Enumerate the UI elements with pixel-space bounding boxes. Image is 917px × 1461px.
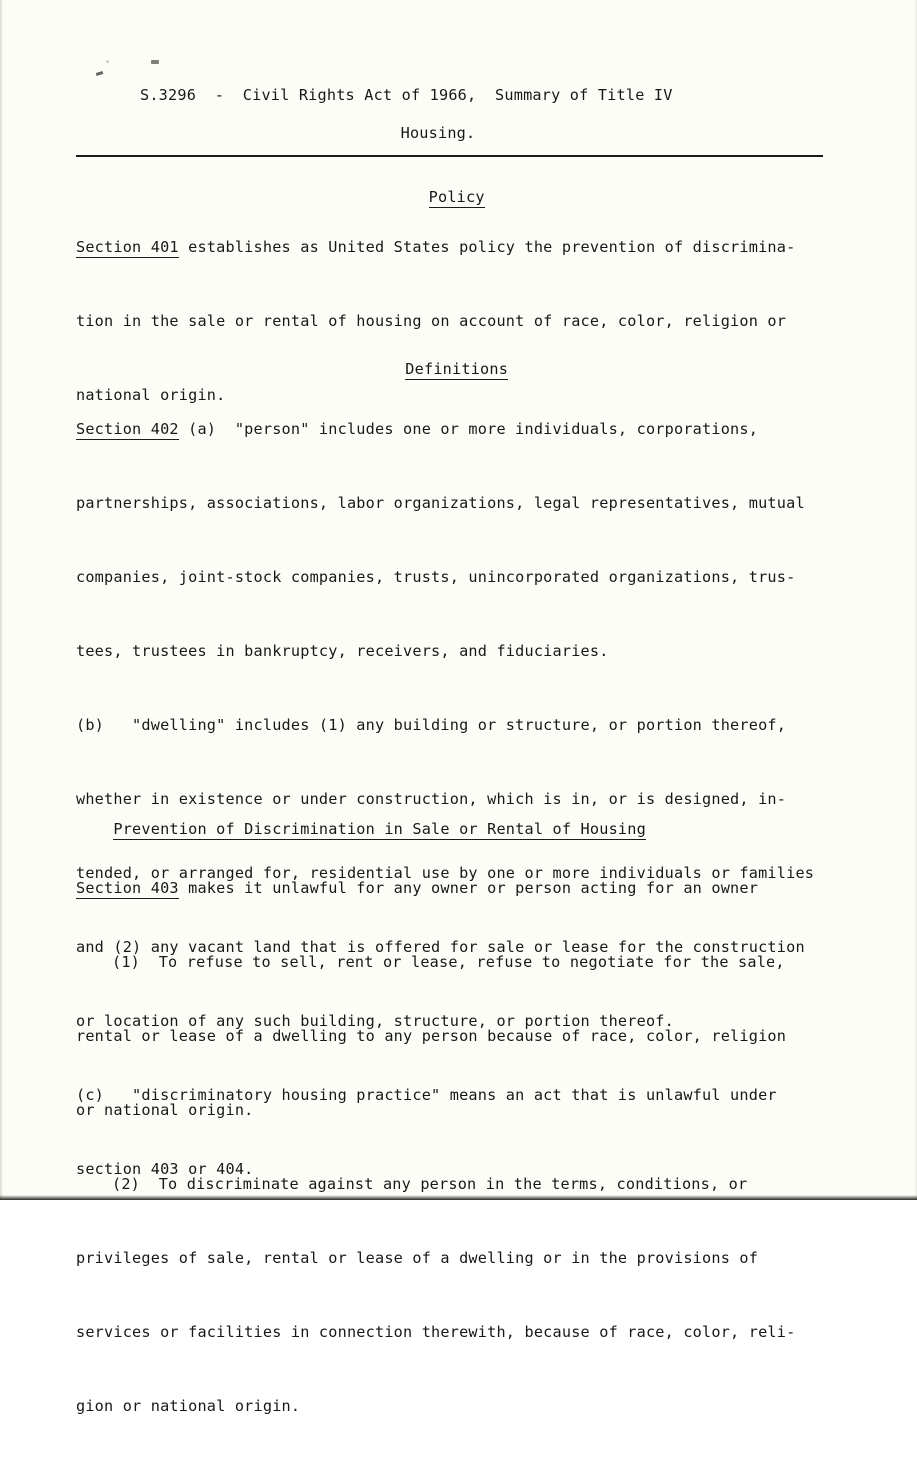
text-run: (1) To refuse to sell, rent or lease, refuse to negotiate for the sale, <box>112 953 785 971</box>
text-line: tees, trustees in bankruptcy, receivers, and fiduciaries. <box>76 642 609 660</box>
text-line <box>76 228 866 266</box>
text-line-indented <box>76 1165 866 1203</box>
text-line <box>76 869 866 907</box>
text-line <box>76 410 866 448</box>
section-402-reference: Section 402 <box>76 420 179 438</box>
text-line: whether in existence or under construction, which is in, or is designed, in- <box>76 790 787 808</box>
text-line: partnerships, associations, labor organizations, legal representatives, mutual <box>76 494 805 512</box>
text-run: (2) To discriminate against any person in the terms, conditions, or <box>112 1175 748 1193</box>
section-401-reference: Section 401 <box>76 238 179 256</box>
text-line: (c) "discriminatory housing practice" means an act that is unlawful under <box>76 1086 777 1104</box>
text-line: or location of any such building, structure, or portion thereof. <box>76 1012 674 1030</box>
text-line: companies, joint-stock companies, trusts, unincorporated organizations, trus- <box>76 568 796 586</box>
text-line: services or facilities in connection therewith, because of race, color, reli- <box>76 1323 796 1341</box>
text-line-indented <box>76 943 866 981</box>
section-403-reference: Section 403 <box>76 879 179 897</box>
text-run: establishes as United States policy the prevention of discrimina- <box>178 238 796 256</box>
scan-speck <box>96 71 104 76</box>
text-line: and (2) any vacant land that is offered for sale or lease for the construction <box>76 938 805 956</box>
text-run: makes it unlawful for any owner or person acting for an owner <box>178 879 759 897</box>
scan-speck <box>106 60 109 63</box>
section-body-prevention <box>76 833 866 1461</box>
text-line: gion or national origin. <box>76 1397 301 1415</box>
document-title: S.3296 - Civil Rights Act of 1966, Summary of Title IV <box>140 86 673 104</box>
text-line: national origin. <box>76 386 226 404</box>
text-line: (b) "dwelling" includes (1) any building or structure, or portion thereof, <box>76 716 787 734</box>
document-subtitle: Housing. <box>400 124 476 142</box>
scan-speck <box>151 60 159 64</box>
horizontal-rule <box>76 155 823 157</box>
text-line: privileges of sale, rental or lease of a dwelling or in the provisions of <box>76 1249 759 1267</box>
section-heading-prevention-label: Prevention of Discrimination in Sale or Rental of Housing <box>113 820 646 838</box>
text-line: or national origin. <box>76 1101 254 1119</box>
text-run: (a) "person" includes one or more individuals, corporations, <box>178 420 759 438</box>
text-line: section 403 or 404. <box>76 1160 254 1178</box>
text-line: rental or lease of a dwelling to any person because of race, color, religion <box>76 1027 787 1045</box>
text-line: tended, or arranged for, residential use by one or more individuals or families <box>76 864 815 882</box>
text-line: tion in the sale or rental of housing on account of race, color, religion or <box>76 312 787 330</box>
section-heading-policy-label: Policy <box>428 188 485 206</box>
section-heading-definitions-label: Definitions <box>405 360 509 378</box>
